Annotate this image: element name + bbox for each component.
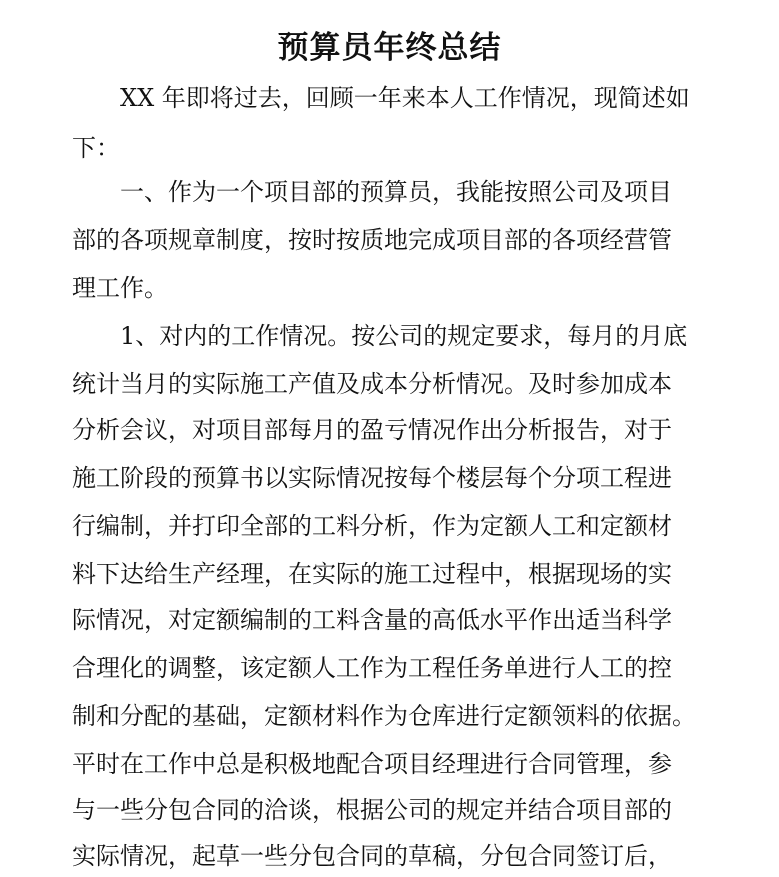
body-line: 理工作。 bbox=[72, 274, 168, 302]
body-line: 部的各项规章制度，按时按质地完成项目部的各项经营管 bbox=[72, 226, 672, 254]
body-line: 际情况，对定额编制的工料含量的高低水平作出适当科学 bbox=[72, 606, 672, 634]
body-line: 1、对内的工作情况。按公司的规定要求，每月的月底 bbox=[72, 322, 688, 350]
body-line: 统计当月的实际施工产值及成本分析情况。及时参加成本 bbox=[72, 370, 672, 398]
document-title: 预算员年终总结 bbox=[277, 30, 502, 66]
body-line: 一、作为一个项目部的预算员，我能按照公司及项目 bbox=[72, 178, 672, 206]
body-line: 下： bbox=[72, 134, 120, 162]
body-line: 实际情况，起草一些分包合同的草稿，分包合同签订后， bbox=[72, 842, 672, 870]
body-line: 合理化的调整，该定额人工作为工程任务单进行人工的控 bbox=[72, 654, 672, 682]
body-line: 制和分配的基础，定额材料作为仓库进行定额领料的依据。 bbox=[72, 702, 696, 730]
body-line: 料下达给生产经理，在实际的施工过程中，根据现场的实 bbox=[72, 560, 672, 588]
body-line: 分析会议，对项目部每月的盈亏情况作出分析报告，对于 bbox=[72, 416, 672, 444]
body-line: 平时在工作中总是积极地配合项目经理进行合同管理，参 bbox=[72, 750, 672, 778]
body-line: 与一些分包合同的洽谈，根据公司的规定并结合项目部的 bbox=[72, 796, 672, 824]
body-line: 行编制，并打印全部的工料分析，作为定额人工和定额材 bbox=[72, 512, 672, 540]
body-line: 施工阶段的预算书以实际情况按每个楼层每个分项工程进 bbox=[72, 464, 672, 492]
body-line: XX 年即将过去，回顾一年来本人工作情况，现简述如 bbox=[72, 84, 690, 112]
